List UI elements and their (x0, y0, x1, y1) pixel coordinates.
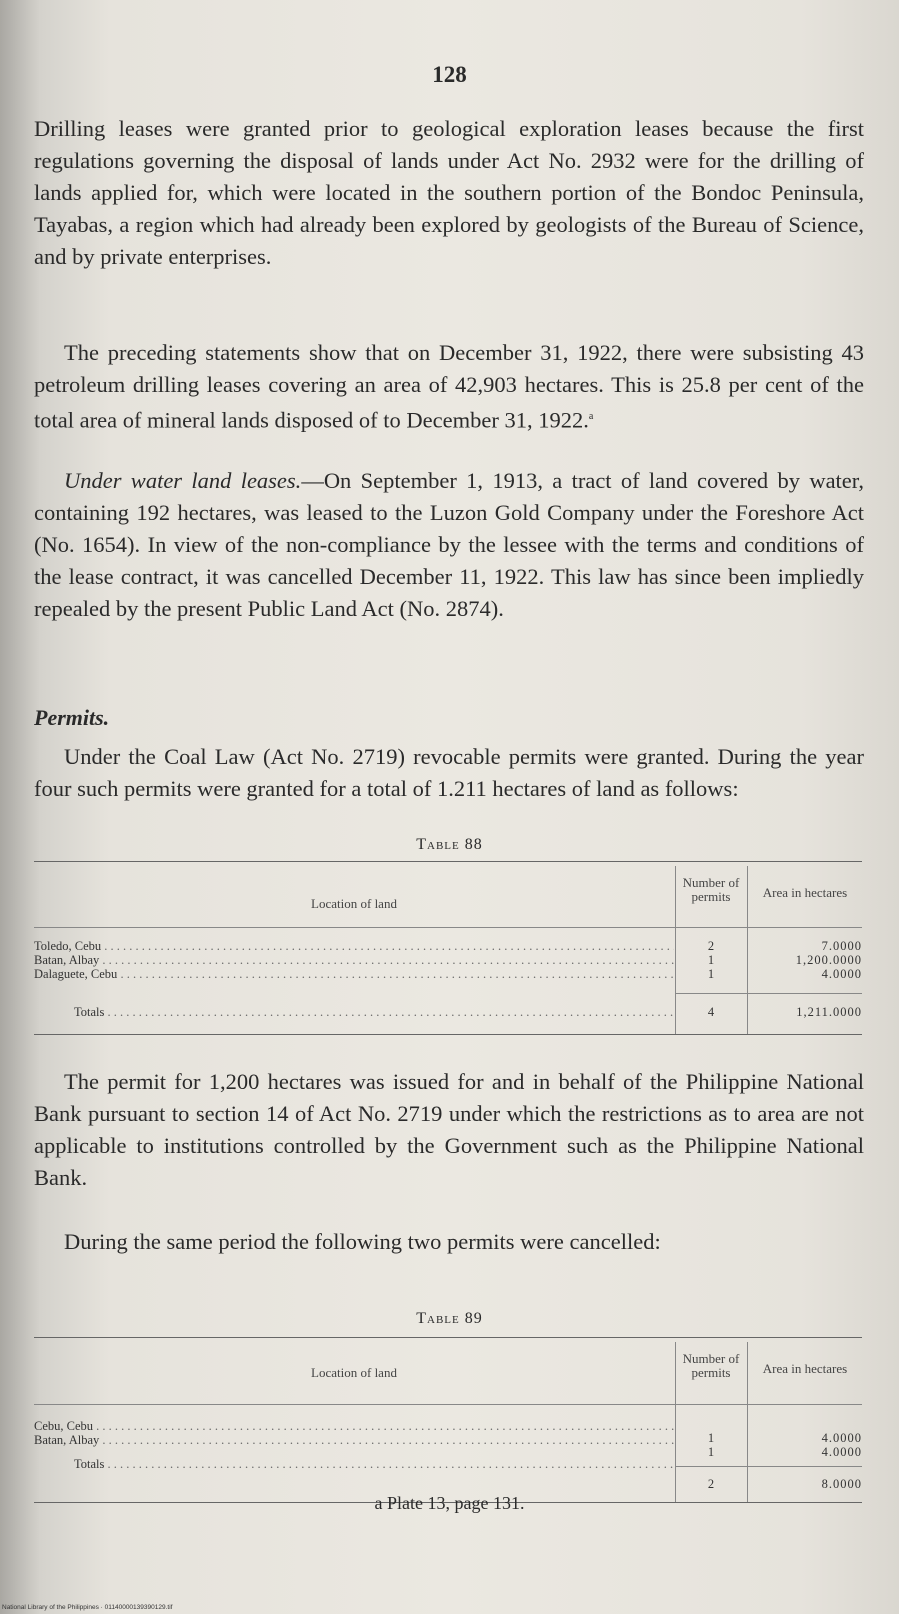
table-total-area: 8.0000 (821, 1477, 862, 1491)
table-rule (34, 861, 862, 862)
paragraph-text: The permit for 1,200 hectares was issued for and in behalf of the Philippine National Bank pursuant to section 14 of Act No. 2719 under which the restrictions as to area are not applicable to institutions controlled by the Government such as the Philippine National Bank. (34, 1069, 864, 1190)
paragraph-underwater-leases (34, 465, 864, 625)
page-number: 128 (432, 62, 467, 87)
table-total-label: Totals . . . (34, 1458, 674, 1472)
paragraph-cancelled (34, 1226, 864, 1258)
table-row-number: 1 (707, 1445, 715, 1459)
table-header-area: Area in hectares (762, 885, 848, 900)
table-rule (34, 1337, 862, 1338)
paragraph-text: Drilling leases were granted prior to geological exploration leases because the first regulations governing the disposal of lands under Act No. 2932 were for the drilling of lands applied for, which were located in the southern portion of the Bondoc Peninsula, Tayabas, a region which had already been explored by geologists of the Bureau of Science, and by private enterprises. (34, 116, 864, 269)
table-total-number: 4 (707, 1005, 715, 1019)
table-header-number: Number of permits (682, 1351, 740, 1380)
table-row-area: 1,200.0000 (795, 953, 862, 967)
table-rule (34, 1404, 862, 1405)
paragraph-coal-law (34, 741, 864, 805)
table-rule (34, 927, 862, 928)
table-rule (34, 1034, 862, 1035)
scan-footer: National Library of the Philippines · 01140000139390129.tif (2, 1604, 173, 1611)
table-rule (676, 1466, 862, 1467)
table-row-number: 1 (707, 953, 715, 967)
table-row-area: 7.0000 (821, 939, 862, 953)
table-row-location: Cebu, Cebu . . . (34, 1420, 674, 1434)
heading-permits: Permits. (34, 705, 110, 730)
table-row-location: Batan, Albay . . . (34, 954, 674, 968)
table-row-location: Dalaguete, Cebu . . . (34, 968, 674, 982)
table-row-area: 4.0000 (821, 1445, 862, 1459)
table-total-number: 2 (707, 1477, 715, 1491)
table-88-title: Table 88 (416, 836, 483, 853)
table-89-title: Table 89 (416, 1310, 483, 1327)
table-header-number: Number of permits (682, 875, 740, 904)
table-row-area: 4.0000 (821, 1431, 862, 1445)
table-row-number: 2 (707, 939, 715, 953)
footnote-marker: a (588, 411, 594, 422)
table-total-label: Totals . . . (34, 1006, 674, 1020)
footnote: a Plate 13, page 131. (374, 1493, 525, 1513)
paragraph-text: During the same period the following two permits were cancelled: (64, 1229, 661, 1254)
table-header-location: Location of land (311, 896, 397, 911)
table-total-area: 1,211.0000 (796, 1005, 862, 1019)
paragraph-permit-bank (34, 1066, 864, 1194)
paragraph-statements (34, 337, 864, 437)
table-rule (676, 993, 862, 994)
table-row-number: 1 (707, 967, 715, 981)
paragraph-text: —On September 1, 1913, a tract of land covered by water, containing 192 hectares, was leased to the Luzon Gold Company under the Foreshore Act (No. 1654). In view of the non-compliance by the lessee with the terms and conditions of the lease contract, it was cancelled December 11, 1922. This law has since been impliedly repealed by the present Public Land Act (No. 2874). (34, 468, 865, 621)
paragraph-lead: Under water land leases. (64, 468, 302, 493)
table-row-location: Toledo, Cebu . . . (34, 940, 674, 954)
table-row-area: 4.0000 (821, 967, 862, 981)
table-row-location: Batan, Albay . . . (34, 1434, 674, 1448)
table-row-number: 1 (707, 1431, 715, 1445)
paragraph-text: Under the Coal Law (Act No. 2719) revocable permits were granted. During the year four such permits were granted for a total of 1.211 hectares of land as follows: (34, 744, 864, 801)
table-header-location: Location of land (311, 1365, 397, 1380)
table-header-area: Area in hectares (762, 1361, 848, 1376)
paragraph-text: The preceding statements show that on December 31, 1922, there were subsisting 43 petroleum drilling leases covering an area of 42,903 hectares. This is 25.8 per cent of the total area of mineral lands disposed of to December 31, 1922. (34, 340, 864, 433)
paragraph-drilling-leases (34, 113, 864, 273)
